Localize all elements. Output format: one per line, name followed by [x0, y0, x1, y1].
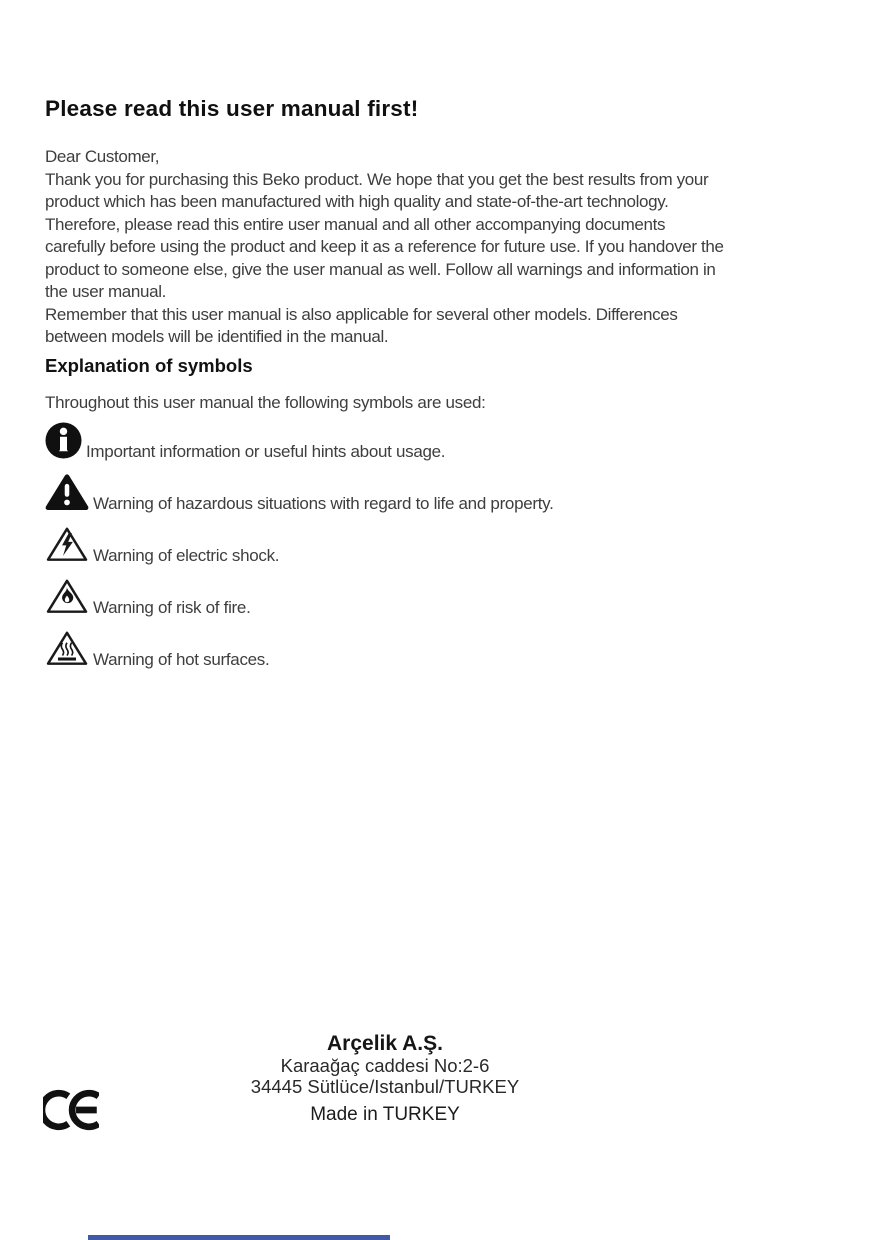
- symbol-row-hazard: [45, 473, 837, 514]
- electric-shock-icon: [45, 525, 89, 563]
- info-icon: [45, 422, 82, 459]
- symbol-label: Warning of hot surfaces.: [93, 650, 270, 670]
- intro-line: Remember that this user manual is also applicable for several other models. Differences: [45, 304, 678, 324]
- symbol-label: Warning of electric shock.: [93, 546, 280, 566]
- intro-line: product which has been manufactured with high quality and state-of-the-art technology.: [45, 192, 669, 211]
- manufacturer-address-line1: Karaağaç caddesi No:2-6: [280, 1055, 490, 1076]
- intro-line: Therefore, please read this entire user manual and all other accompanying documents: [45, 214, 666, 234]
- manufacturer-address-line2: 34445 Sütlüce/Istanbul/TURKEY: [250, 1075, 520, 1097]
- symbol-label: Warning of hazardous situations with regard to life and property.: [93, 494, 554, 514]
- hot-surface-icon: [45, 629, 89, 667]
- intro-paragraph: [45, 146, 837, 349]
- symbols-section-subheading: Throughout this user manual the following symbols are used:: [45, 392, 486, 412]
- made-in-label: Made in TURKEY: [310, 1104, 460, 1125]
- ce-mark-icon: [43, 1088, 99, 1132]
- page-title: Please read this user manual first!: [45, 96, 419, 121]
- symbol-label: Important information or useful hints about usage.: [86, 442, 446, 462]
- intro-line: Dear Customer,: [45, 147, 160, 166]
- symbol-row-fire: [45, 577, 837, 618]
- manufacturer-name: Arçelik A.Ş.: [327, 1032, 443, 1055]
- intro-line: between models will be identified in the manual.: [45, 327, 389, 346]
- symbol-row-hot-surface: [45, 629, 837, 670]
- fire-risk-icon: [45, 577, 89, 615]
- hazard-warning-icon: [45, 473, 89, 511]
- page-content: [45, 0, 837, 670]
- intro-line: the user manual.: [45, 282, 167, 301]
- intro-line: carefully before using the product and keep it as a reference for future use. If you handover the: [45, 237, 724, 256]
- symbols-section-heading: Explanation of symbols: [45, 354, 253, 376]
- intro-line: product to someone else, give the user manual as well. Follow all warnings and information in: [45, 259, 716, 279]
- page-footer-accent-bar: [88, 1235, 390, 1240]
- symbol-label: Warning of risk of fire.: [93, 598, 251, 618]
- symbol-row-info: [45, 422, 837, 462]
- manufacturer-footer: [0, 1032, 770, 1126]
- intro-line: Thank you for purchasing this Beko product. We hope that you get the best results from your: [45, 169, 709, 189]
- symbol-row-electric: [45, 525, 837, 566]
